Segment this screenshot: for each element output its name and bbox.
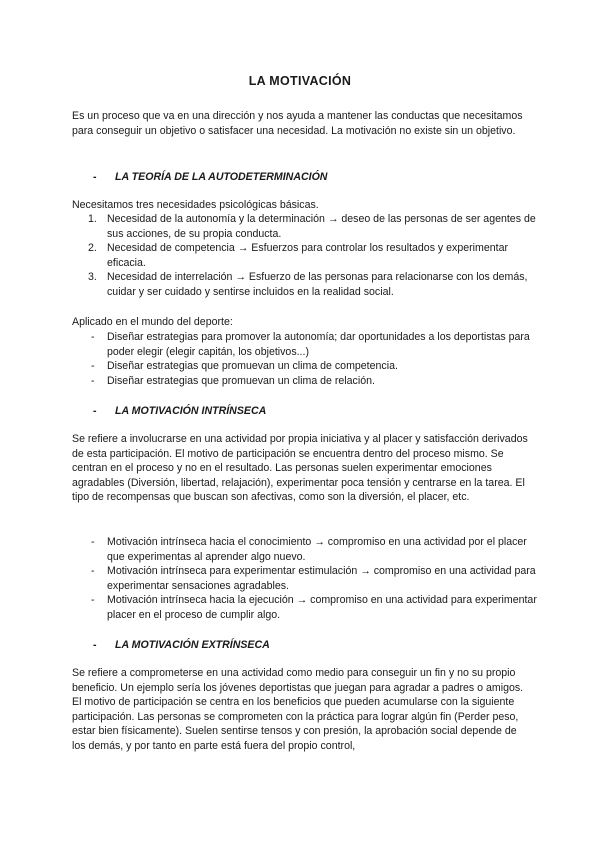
necesidades-list <box>88 212 538 300</box>
list-item-text: Necesidad de interrelación → Esfuerzo de las personas para relacionarse con los demás, cuidar y ser cuidado y sentirse incluidos en la realidad social. <box>107 271 528 298</box>
intrinseca-list <box>88 535 538 623</box>
list-item-text: Diseñar estrategias para promover la autonomía; dar oportunidades a los deportistas para poder elegir (elegir capitán, los objetivos...) <box>107 331 530 358</box>
list-bullet: - <box>91 536 95 548</box>
list-item <box>88 593 538 622</box>
list-number: 3. <box>88 271 97 284</box>
list-item <box>88 212 538 241</box>
heading-dash: - <box>93 405 97 417</box>
list-item-text: Necesidad de competencia → Esfuerzos para controlar los resultados y experimentar eficacia. <box>107 242 508 269</box>
heading-text: LA MOTIVACIÓN INTRÍNSECA <box>115 405 267 417</box>
list-item-text: Motivación intrínseca hacia el conocimiento → compromiso en una actividad por el placer que experimentas al aprender algo nuevo. <box>107 536 527 563</box>
heading-text: LA TEORÍA DE LA AUTODETERMINACIÓN <box>115 171 328 183</box>
list-bullet: - <box>91 565 95 578</box>
heading-dash: - <box>93 639 97 651</box>
intrinseca-paragraph: Se refiere a involucrarse en una actividad por propia iniciativa y al placer y satisfacción derivados de esta participación. El motivo de participación se encuentra dentro del proceso mismo. Se centran en el proceso y no en el resultado. Las personas suelen experimentar emociones agradables (Diversión, libertad, relajación), experimentar poca tensión y centrarse en la tarea. El tipo de recompensas que buscan son afectivas, como son la diversión, el placer, etc. <box>72 433 528 504</box>
list-bullet: - <box>91 374 95 387</box>
applied-lead: Aplicado en el mundo del deporte: <box>72 316 233 328</box>
list-item <box>88 330 538 359</box>
list-item <box>88 535 538 564</box>
autodeterminacion-lead: Necesitamos tres necesidades psicológicas básicas. <box>72 199 319 211</box>
heading-text: LA MOTIVACIÓN EXTRÍNSECA <box>115 639 270 651</box>
list-bullet: - <box>91 594 95 607</box>
list-item-text: Motivación intrínseca para experimentar estimulación → compromiso en una actividad para experimentar sensaciones agradables. <box>107 565 536 592</box>
list-item <box>88 270 538 299</box>
list-item <box>88 241 538 270</box>
list-item-text: Diseñar estrategias que promuevan un clima de relación. <box>107 374 375 387</box>
list-number: 1. <box>88 213 97 225</box>
page-title: LA MOTIVACIÓN <box>248 74 352 88</box>
list-item <box>88 359 538 374</box>
extrinseca-paragraph: Se refiere a comprometerse en una actividad como medio para conseguir un fin y no su propio beneficio. Un ejemplo sería los jóvenes deportistas que juegan para agradar a padres o amigos. El motivo de participación se centra en los beneficios que pueden acumularse con la siguiente participación. Las personas se comprometen con la práctica para lograr algún fin (Perder peso, estar bien físicamente). Suelen sentirse tensos y con presión, la aprobación social depende de los demás, y por tanto en parte está fuera del propio control, <box>72 667 524 752</box>
list-bullet: - <box>91 331 95 343</box>
list-item-text: Motivación intrínseca hacia la ejecución → compromiso en una actividad para experimentar placer en el proceso de cumplir algo. <box>107 594 537 621</box>
list-number: 2. <box>88 242 97 255</box>
applied-list <box>88 330 538 388</box>
list-bullet: - <box>91 360 95 373</box>
intro-paragraph: Es un proceso que va en una dirección y nos ayuda a mantener las conductas que necesitamos para conseguir un objetivo o satisfacer una necesidad. La motivación no existe sin un objetivo. <box>72 110 523 137</box>
heading-dash: - <box>93 171 97 183</box>
section-heading-autodeterminacion <box>93 170 327 185</box>
section-heading-extrinseca <box>93 638 270 653</box>
list-item-text: Necesidad de la autonomía y la determinación → deseo de las personas de ser agentes de sus acciones, de su propia conducta. <box>107 213 536 240</box>
list-item <box>88 374 538 389</box>
list-item-text: Diseñar estrategias que promuevan un clima de competencia. <box>107 360 398 373</box>
section-heading-intrinseca <box>93 404 266 419</box>
list-item <box>88 564 538 593</box>
